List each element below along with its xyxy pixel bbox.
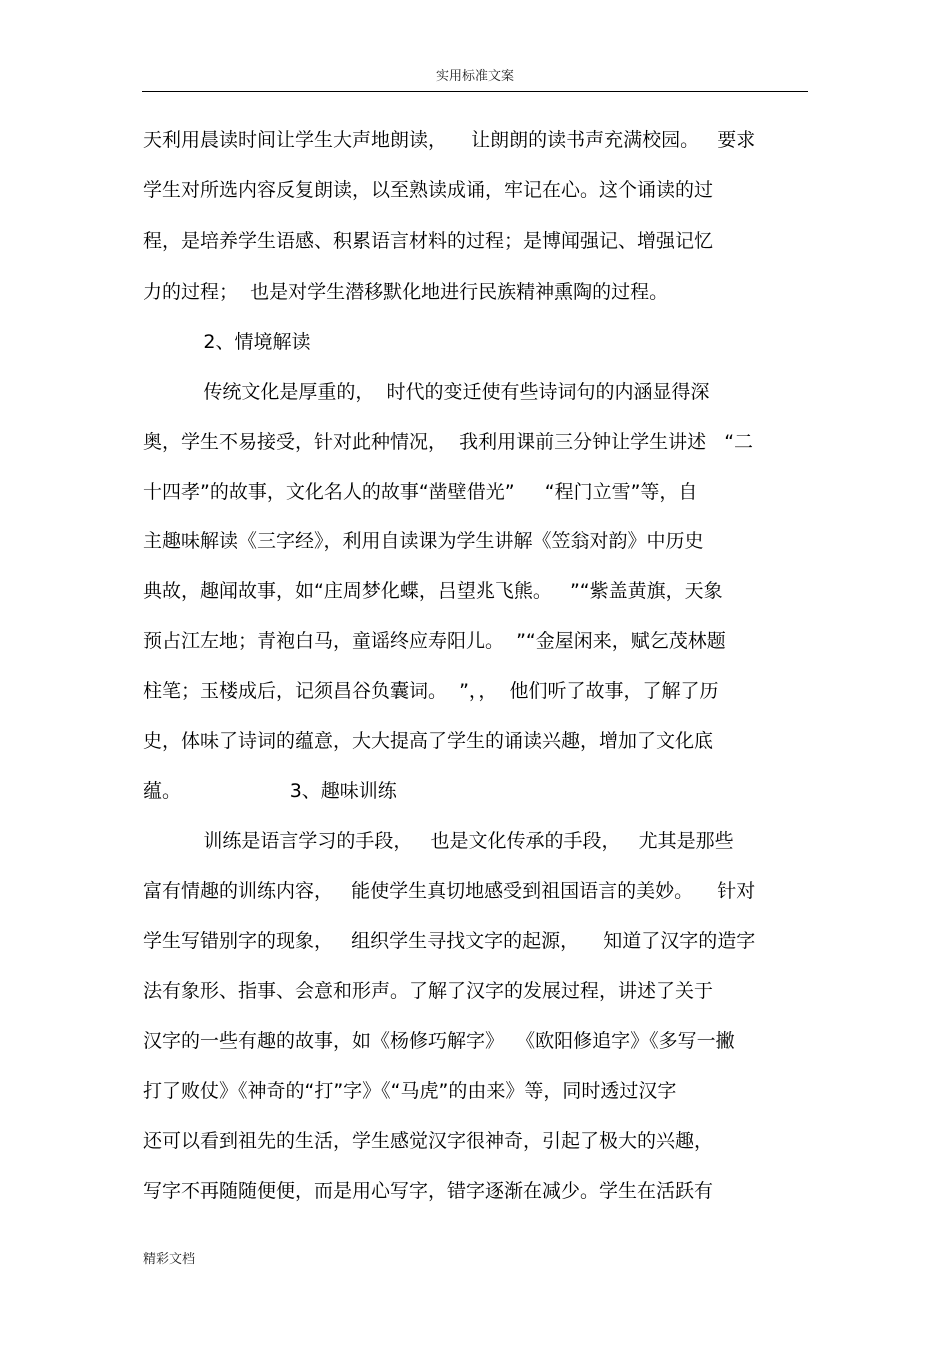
text-line: 学生写错别字的现象， 组织学生寻找文字的起源， 知道了汉字的造字 [143,930,756,952]
text-line: 写字不再随随便便，而是用心写字，错字逐渐在减少。学生在活跃有 [143,1180,714,1202]
text-line: 富有情趣的训练内容， 能使学生真切地感受到祖国语言的美妙。 针对 [143,880,756,902]
text-line: 程，是培养学生语感、积累语言材料的过程；是博闻强记、增强记忆 [143,230,714,252]
text-line: 十四孝”的故事，文化名人的故事“凿壁借光” “程门立雪”等，自 [143,481,698,503]
text-line: 史，体味了诗词的蕴意，大大提高了学生的诵读兴趣，增加了文化底 [143,730,714,752]
text-line: 柱笔；玉楼成后，记须昌谷负囊词。 ”，， 他们听了故事，了解了历 [143,680,719,702]
text-line: 预占江左地；青袍白马，童谣终应寿阳儿。 ”“金屋闲来，赋乞茂林题 [143,630,726,652]
text-line: 奥，学生不易接受，针对此种情况， 我利用课前三分钟让学生讲述 “二 [143,431,754,453]
section-heading: 2、情境解读 [143,331,311,353]
text-line: 典故，趣闻故事，如“庄周梦化蝶，吕望兆飞熊。 ”“紫盖黄旗，天象 [143,580,723,602]
text-line: 汉字的一些有趣的故事，如《杨修巧解字》 《欧阳修追字》《多写一撇 [143,1030,735,1052]
text-line: 蕴。 3、趣味训练 [143,780,397,802]
text-line: 主趣味解读《三字经》，利用自读课为学生讲解《笠翁对韵》中历史 [143,530,704,552]
text-line: 天利用晨读时间让学生大声地朗读， 让朗朗的读书声充满校园。 要求 [143,129,756,151]
text-line: 打了败仗》《神奇的“打”字》《“马虎”的由来》等，同时透过汉字 [143,1080,677,1102]
text-line: 训练是语言学习的手段， 也是文化传承的手段， 尤其是那些 [143,830,734,852]
page-header: 实用标准文案 [435,69,514,84]
text-line: 学生对所选内容反复朗读，以至熟读成诵，牢记在心。这个诵读的过 [143,179,714,201]
text-line: 法有象形、指事、会意和形声。了解了汉字的发展过程，讲述了关于 [143,980,714,1002]
page-footer: 精彩文档 [143,1252,196,1267]
text-line: 还可以看到祖先的生活，学生感觉汉字很神奇，引起了极大的兴趣， [143,1130,714,1152]
text-line: 传统文化是厚重的， 时代的变迁使有些诗词句的内涵显得深 [143,381,710,403]
header-rule [142,91,808,92]
text-line: 力的过程； 也是对学生潜移默化地进行民族精神熏陶的过程。 [143,281,669,303]
